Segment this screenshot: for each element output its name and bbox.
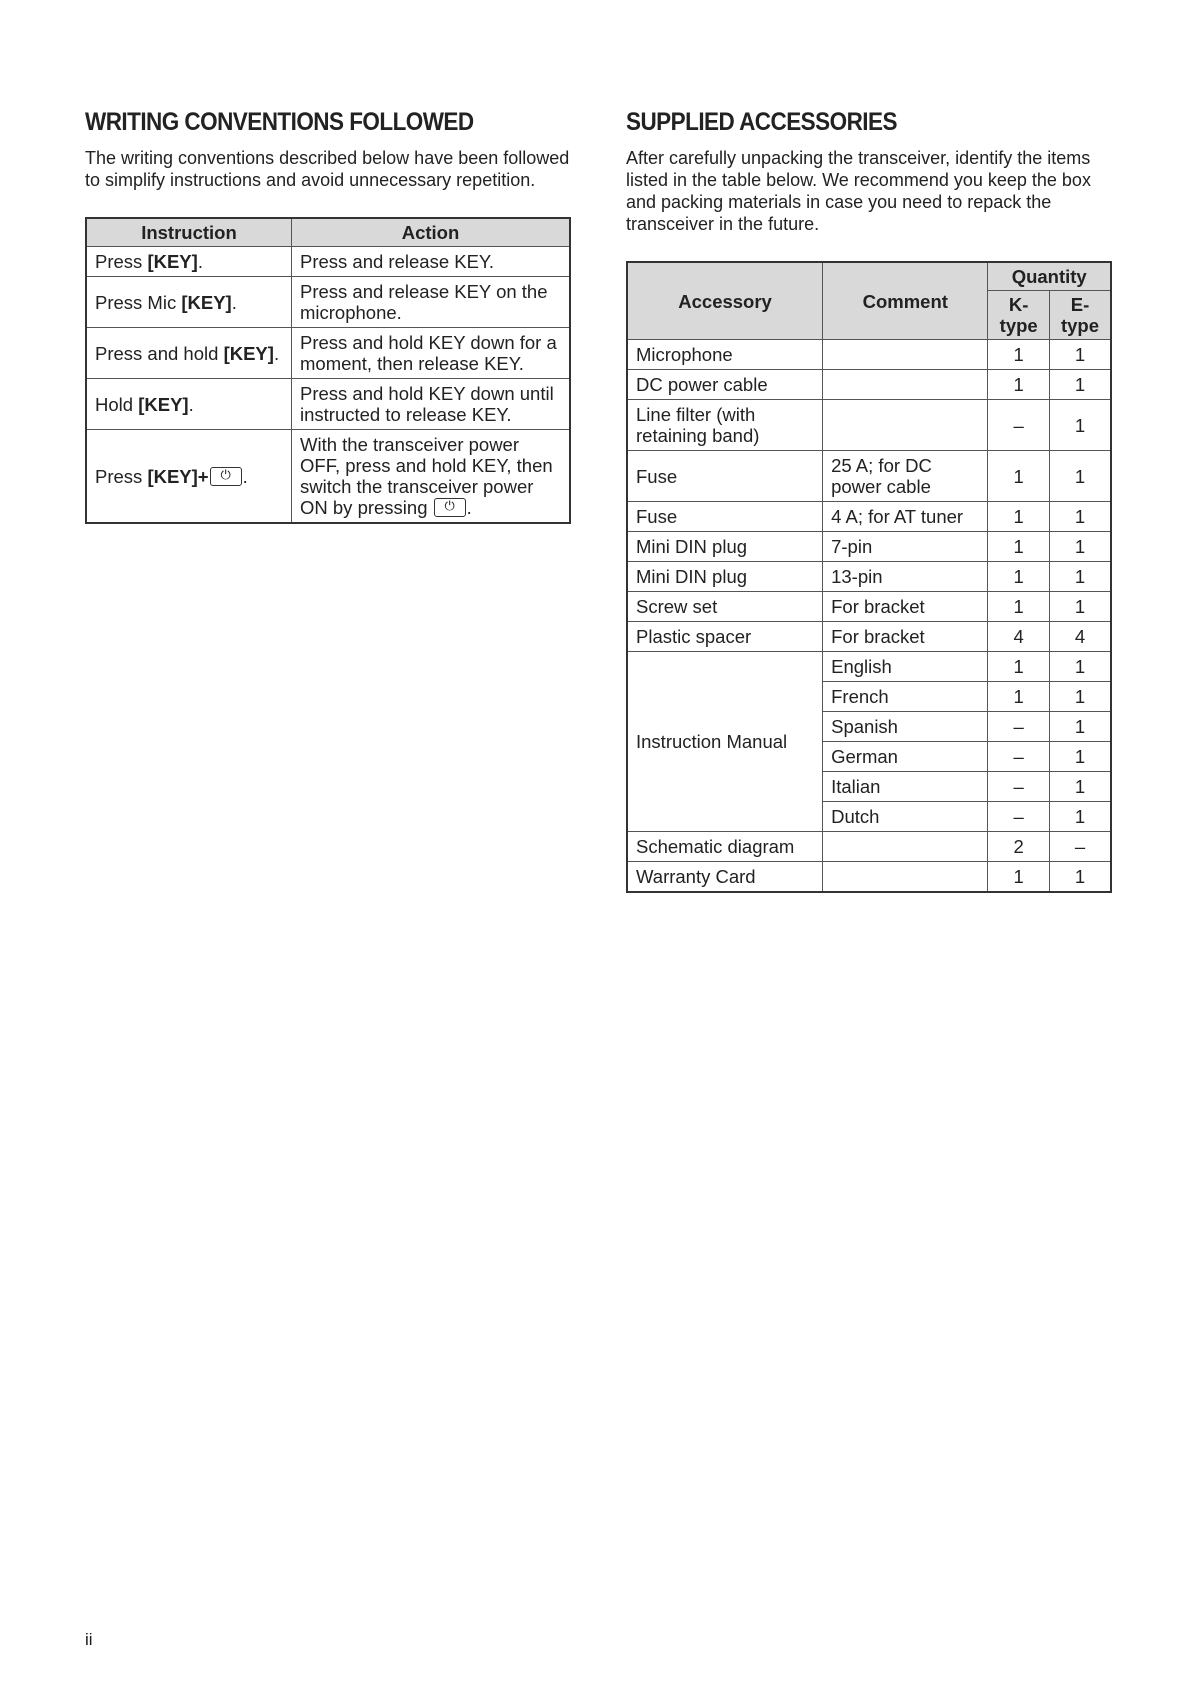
key-label: [KEY] [147,251,198,272]
comment-cell [823,340,988,370]
instruction-cell [86,277,292,328]
instruction-text: . [188,393,194,415]
ktype-cell: 2 [988,832,1050,862]
comment-cell: French [823,682,988,712]
ktype-cell: 1 [988,862,1050,893]
etype-cell: 1 [1049,862,1111,893]
instruction-text: Press and hold [95,342,224,364]
comment-cell [823,370,988,400]
instruction-text: Press [95,465,148,487]
table-row [627,652,1111,682]
instruction-text: Press Mic [95,291,182,313]
ktype-cell: 1 [988,451,1050,502]
etype-cell: 1 [1049,802,1111,832]
accessory-cell: Plastic spacer [627,622,823,652]
page-number: ii [85,1630,93,1649]
accessory-cell: Mini DIN plug [627,562,823,592]
instruction-cell [86,328,292,379]
accessory-cell: Microphone [627,340,823,370]
etype-cell: 1 [1049,742,1111,772]
ktype-cell: – [988,772,1050,802]
comment-cell: For bracket [823,622,988,652]
etype-cell: – [1049,832,1111,862]
etype-cell: 1 [1049,592,1111,622]
etype-cell: 1 [1049,712,1111,742]
comment-cell [823,862,988,893]
power-key-icon [210,467,242,486]
ktype-cell: 1 [988,652,1050,682]
accessory-cell: DC power cable [627,370,823,400]
ktype-cell: 1 [988,502,1050,532]
table-row [627,562,1111,592]
ktype-cell: – [988,400,1050,451]
column-header-comment: Comment [823,262,988,340]
action-cell: Press and release KEY. [292,247,571,277]
table-row [627,862,1111,893]
column-header-ktype: K-type [988,291,1050,340]
instruction-text: . [242,465,248,487]
comment-cell: Italian [823,772,988,802]
supplied-accessories-section [626,108,1112,893]
accessory-cell: Fuse [627,502,823,532]
table-row [627,592,1111,622]
accessory-cell: Warranty Card [627,862,823,893]
etype-cell: 1 [1049,370,1111,400]
key-label: [KEY]+ [147,465,209,487]
column-header-etype: E-type [1049,291,1111,340]
key-label: [KEY] [138,393,189,415]
accessory-cell: Schematic diagram [627,832,823,862]
table-header-row [86,218,570,247]
instruction-text: Press [95,251,148,272]
column-header: Instruction [86,218,292,247]
conventions-table [85,217,571,524]
table-row [86,430,570,524]
comment-cell: 25 A; for DC power cable [823,451,988,502]
accessory-cell: Mini DIN plug [627,532,823,562]
action-cell [292,430,571,524]
section-intro: The writing conventions described below have been followed to simplify instructions and avoid unnecessary repetition. [85,148,570,190]
instruction-text: . [273,342,280,364]
instruction-cell [86,247,292,277]
etype-cell: 1 [1049,532,1111,562]
etype-cell: 4 [1049,622,1111,652]
comment-cell: For bracket [823,592,988,622]
ktype-cell: 1 [988,592,1050,622]
comment-cell: English [823,652,988,682]
accessory-cell: Instruction Manual [627,652,823,832]
etype-cell: 1 [1049,340,1111,370]
etype-cell: 1 [1049,652,1111,682]
action-cell: Press and hold KEY down for a moment, then release KEY. [292,328,571,379]
instruction-text: Hold [95,393,139,415]
accessories-table [626,261,1112,893]
ktype-cell: – [988,712,1050,742]
comment-cell: Dutch [823,802,988,832]
ktype-cell: 1 [988,532,1050,562]
etype-cell: 1 [1049,772,1111,802]
accessory-cell: Fuse [627,451,823,502]
action-cell: Press and release KEY on the microphone. [292,277,571,328]
instruction-text: . [197,251,203,272]
instruction-text: . [231,291,237,313]
action-text: With the transceiver power OFF, press and hold KEY, then switch the transceiver power ON by pressing [300,434,553,518]
table-row [627,451,1111,502]
table-row [627,622,1111,652]
ktype-cell: – [988,802,1050,832]
comment-cell: 13-pin [823,562,988,592]
key-label: [KEY] [223,342,274,364]
comment-cell: 4 A; for AT tuner [823,502,988,532]
ktype-cell: 1 [988,682,1050,712]
action-text: . [466,497,472,518]
etype-cell: 1 [1049,400,1111,451]
key-label: [KEY] [181,291,232,313]
ktype-cell: 1 [988,370,1050,400]
section-title: WRITING CONVENTIONS FOLLOWED [85,108,474,136]
writing-conventions-section [85,108,571,524]
etype-cell: 1 [1049,451,1111,502]
ktype-cell: 1 [988,340,1050,370]
etype-cell: 1 [1049,562,1111,592]
table-row [627,532,1111,562]
action-cell: Press and hold KEY down until instructed to release KEY. [292,379,571,430]
comment-cell: 7-pin [823,532,988,562]
section-title: SUPPLIED ACCESSORIES [626,108,897,136]
instruction-cell [86,379,292,430]
power-key-icon [434,498,466,517]
section-intro: After carefully unpacking the transceiver, identify the items listed in the table below. We recommend you keep the box and packing materials in case you need to repack the transceiver in the future. [626,148,1091,234]
table-row [627,370,1111,400]
table-header-row [627,262,1111,291]
accessory-cell: Screw set [627,592,823,622]
ktype-cell: 4 [988,622,1050,652]
table-row [86,247,570,277]
table-row [627,340,1111,370]
comment-cell [823,832,988,862]
column-header-accessory: Accessory [627,262,823,340]
accessory-cell: Line filter (with retaining band) [627,400,823,451]
column-header-quantity: Quantity [988,262,1111,291]
etype-cell: 1 [1049,682,1111,712]
instruction-cell [86,430,292,524]
ktype-cell: – [988,742,1050,772]
comment-cell: German [823,742,988,772]
table-row [86,328,570,379]
ktype-cell: 1 [988,562,1050,592]
table-row [627,832,1111,862]
table-row [86,277,570,328]
column-header: Action [292,218,571,247]
comment-cell: Spanish [823,712,988,742]
table-row [627,502,1111,532]
table-row [86,379,570,430]
etype-cell: 1 [1049,502,1111,532]
comment-cell [823,400,988,451]
table-row [627,400,1111,451]
